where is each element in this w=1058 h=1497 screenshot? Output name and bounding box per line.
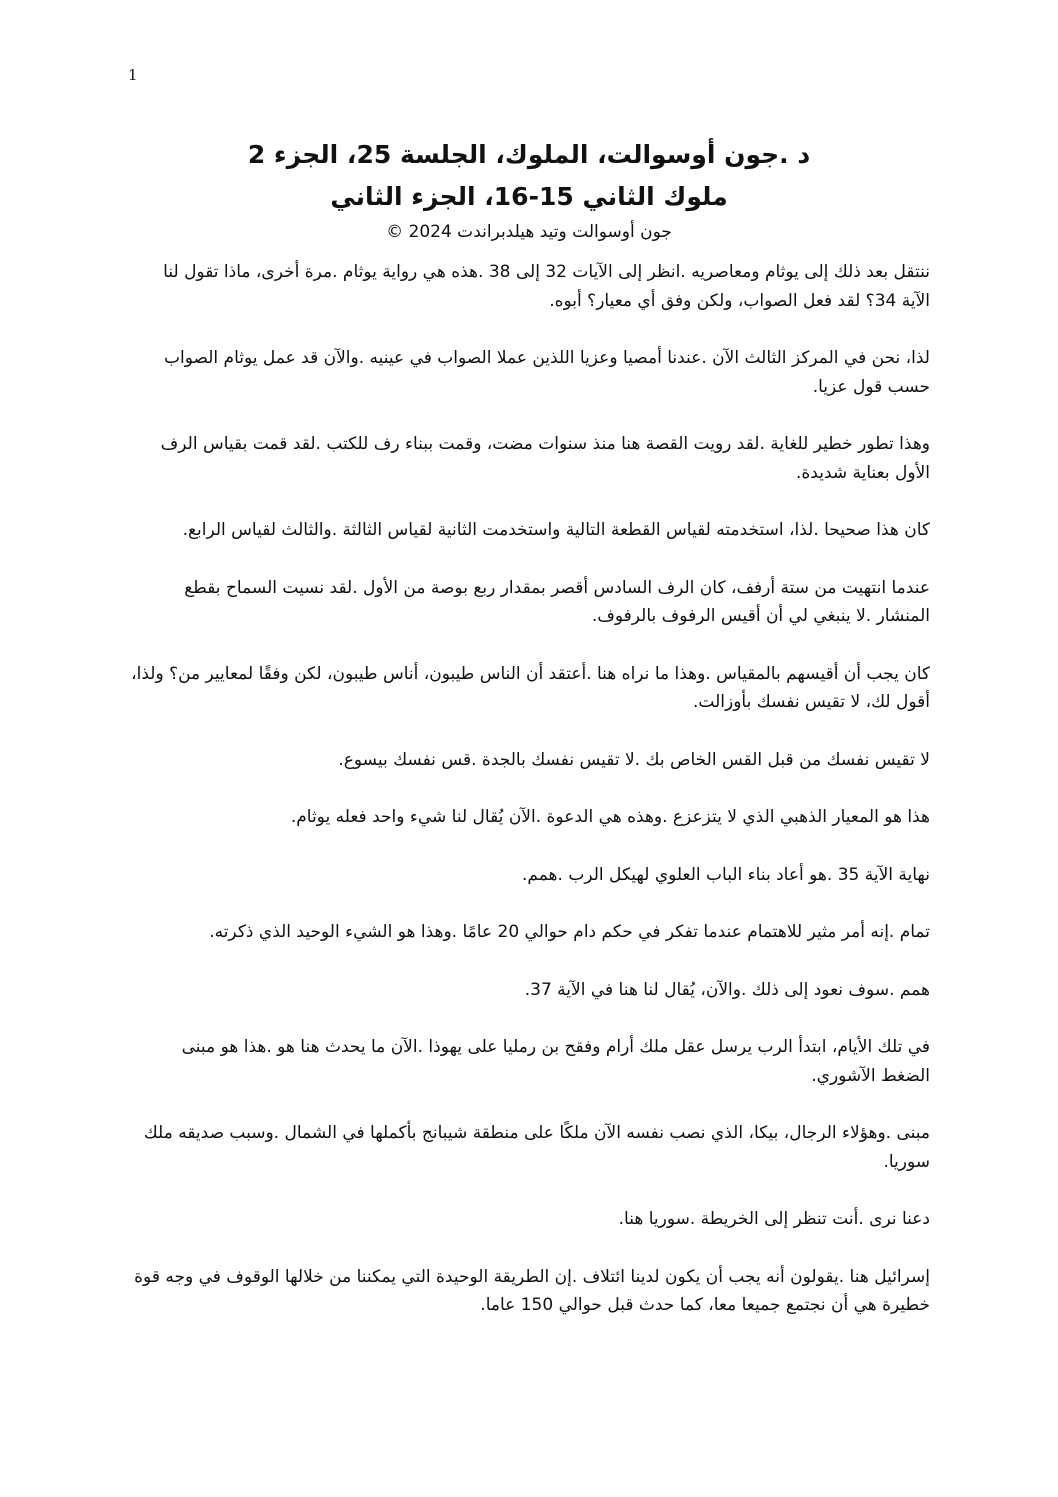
paragraph: وهذا تطور خطير للغاية .لقد رويت القصة هنا منذ سنوات مضت، وقمت ببناء رف للكتب .لقد قمت بقياس الرف الأول بعناية شديدة. (160, 434, 930, 483)
paragraph: عندما انتهيت من ستة أرفف، كان الرف السادس أقصر بمقدار ربع بوصة من الأول .لقد نسيت السماح بقطع المنشار .لا ينبغي لي أن أقيس الرفوف بالرفوف. (184, 577, 930, 626)
copyright-notice: جون أوسوالت وتيد هيلدبراندت 2024 © (386, 222, 672, 242)
paragraph: لذا، نحن في المركز الثالث الآن .عندنا أمصيا وعزيا اللذين عملا الصواب في عينيه .والآن قد عمل يوثام الصواب حسب قول عزيا. (164, 348, 930, 397)
paragraph: إسرائيل هنا .يقولون أنه يجب أن يكون لدينا ائتلاف .إن الطريقة الوحيدة التي يمكننا من خلالها الوقوف في وجه قوة خطيرة هي أن نجتمع جميعا معا، كما حدث قبل حوالي 150 عاما. (134, 1266, 930, 1315)
paragraph: لا تقيس نفسك من قبل القس الخاص بك .لا تقيس نفسك بالجدة .قس نفسك بيسوع. (338, 749, 930, 770)
page-number: 1 (128, 66, 138, 84)
paragraph: ننتقل بعد ذلك إلى يوثام ومعاصريه .انظر إلى الآيات 32 إلى 38 .هذه هي رواية يوثام .مرة أخرى، ماذا تقول لنا الآية 34؟ لقد فعل الصواب، ولكن وفق أي معيار؟ أبوه. (163, 262, 930, 311)
paragraph: كان يجب أن أقيسهم بالمقياس .وهذا ما نراه هنا .أعتقد أن الناس طيبون، أناس طيبون، لكن وفقًا لمعايير من؟ ولذا، أقول لك، لا تقيس نفسك بأوزالت. (131, 663, 930, 712)
paragraph: نهاية الآية 35 .هو أعاد بناء الباب العلوي لهيكل الرب .همم. (522, 864, 930, 885)
paragraph: دعنا نرى .أنت تنظر إلى الخريطة .سوريا هنا. (618, 1209, 930, 1229)
document-body (130, 258, 930, 1349)
paragraph: همم .سوف نعود إلى ذلك .والآن، يُقال لنا هنا في الآية 37. (524, 979, 930, 1000)
document-header (130, 134, 928, 244)
paragraph: هذا هو المعيار الذهبي الذي لا يتزعزع .وهذه هي الدعوة .الآن يُقال لنا شيء واحد فعله يوثام. (290, 807, 930, 827)
paragraph: مبنى .وهؤلاء الرجال، بيكا، الذي نصب نفسه الآن ملكًا على منطقة شيبانج بأكملها في الشمال .وسبب صديقه ملك سوريا. (143, 1123, 930, 1172)
page-subtitle: ملوك الثاني 15-16، الجزء الثاني (330, 182, 728, 211)
page-title: د .جون أوسوالت، الملوك، الجلسة 25، الجزء 2 (247, 140, 811, 169)
paragraph: تمام .إنه أمر مثير للاهتمام عندما تفكر في حكم دام حوالي 20 عامًا .وهذا هو الشيء الوحيد الذي ذكرته. (209, 922, 930, 942)
paragraph: في تلك الأيام، ابتدأ الرب يرسل عقل ملك أرام وفقح بن رمليا على يهوذا .الآن ما يحدث هنا هو .هذا هو مبنى الضغط الآشوري. (181, 1037, 930, 1086)
paragraph: كان هذا صحيحا .لذا، استخدمته لقياس القطعة التالية واستخدمت الثانية لقياس الثالثة .والثالث لقياس الرابع. (182, 520, 930, 540)
